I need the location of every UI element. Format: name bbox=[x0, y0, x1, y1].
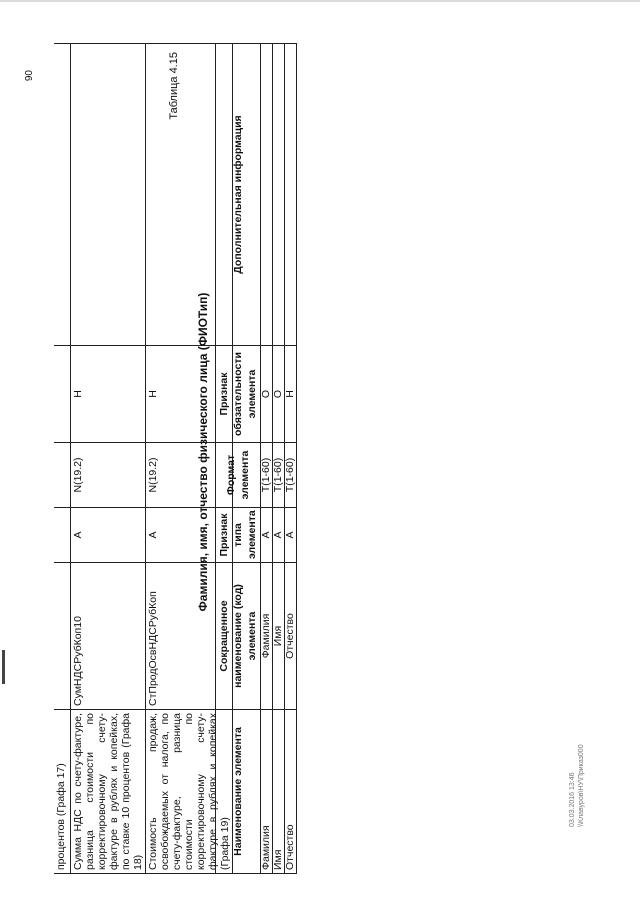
column-header: Дополнительная информация bbox=[216, 44, 261, 346]
cell-required: Н bbox=[285, 346, 297, 443]
table-row bbox=[273, 44, 285, 874]
column-header: Сокращенное наименование (код) элемента bbox=[216, 563, 261, 710]
cell-type: А bbox=[146, 508, 233, 563]
cell-info bbox=[285, 44, 297, 346]
cell-type bbox=[54, 508, 71, 563]
cell-name: Имя bbox=[273, 710, 285, 874]
cell-info bbox=[71, 44, 146, 346]
cell-type: А bbox=[285, 508, 297, 563]
table-row bbox=[71, 44, 146, 874]
column-header: Наименование элемента bbox=[216, 710, 261, 874]
print-stamp bbox=[568, 744, 586, 827]
cell-format: T(1-60) bbox=[285, 443, 297, 508]
cell-name: Фамилия bbox=[261, 710, 273, 874]
column-header: Признак типа элемента bbox=[216, 508, 261, 563]
cell-info bbox=[261, 44, 273, 346]
cell-format: T(1-60) bbox=[273, 443, 285, 508]
table-row bbox=[285, 44, 297, 874]
cell-format: N(19.2) bbox=[71, 443, 146, 508]
cell-name: Отчество bbox=[285, 710, 297, 874]
table-label: Таблица 4.15 bbox=[168, 52, 180, 120]
cell-format bbox=[54, 443, 71, 508]
fio-table bbox=[215, 43, 297, 874]
cell-required: О bbox=[261, 346, 273, 443]
table-row bbox=[261, 44, 273, 874]
rotated-page bbox=[20, 12, 620, 892]
cell-code: Имя bbox=[273, 563, 285, 710]
table-header-row bbox=[216, 44, 261, 874]
cell-format: N(19.2) bbox=[146, 443, 233, 508]
table-title: Фамилия, имя, отчество физического лица (ФИОТип) bbox=[196, 292, 210, 612]
cell-required: Н bbox=[146, 346, 233, 443]
cell-type: А bbox=[273, 508, 285, 563]
cell-code: СумНДСРубКоп10 bbox=[71, 563, 146, 710]
scan-edge-mark bbox=[2, 650, 5, 684]
cell-name: Сумма НДС по счету-фактуре, разница стоимости по корректировочному счету-фактуре в рублях и копейках, по ставке 10 процентов (Графа 18) bbox=[71, 710, 146, 874]
cell-required bbox=[54, 346, 71, 443]
stamp-line: 03.03.2016 13:46 bbox=[569, 772, 576, 827]
column-header: Признак обязательности элемента bbox=[216, 346, 261, 443]
page-number: 90 bbox=[24, 70, 35, 82]
cell-code: СтПродОсвНДСРубКоп bbox=[146, 563, 233, 710]
cell-code: Фамилия bbox=[261, 563, 273, 710]
cell-name: процентов (Графа 17) bbox=[54, 710, 71, 874]
cell-required: Н bbox=[71, 346, 146, 443]
cell-code bbox=[54, 563, 71, 710]
cell-info bbox=[273, 44, 285, 346]
column-header: Формат элемента bbox=[216, 443, 261, 508]
cell-name: Стоимость продаж, освобождаемых от налога, по счету-фактуре, разница стоимости по корректировочному счету-фактуре в рублях и копейках (Графа 19) bbox=[146, 710, 233, 874]
scan-border bbox=[0, 0, 640, 2]
table-row bbox=[54, 44, 71, 874]
cell-type: А bbox=[261, 508, 273, 563]
stamp-line: \\Клавуров\НУ\Приказ000 bbox=[578, 744, 585, 827]
cell-format: T(1-60) bbox=[261, 443, 273, 508]
cell-type: А bbox=[71, 508, 146, 563]
cell-required: О bbox=[273, 346, 285, 443]
cell-code: Отчество bbox=[285, 563, 297, 710]
cell-info bbox=[54, 44, 71, 346]
